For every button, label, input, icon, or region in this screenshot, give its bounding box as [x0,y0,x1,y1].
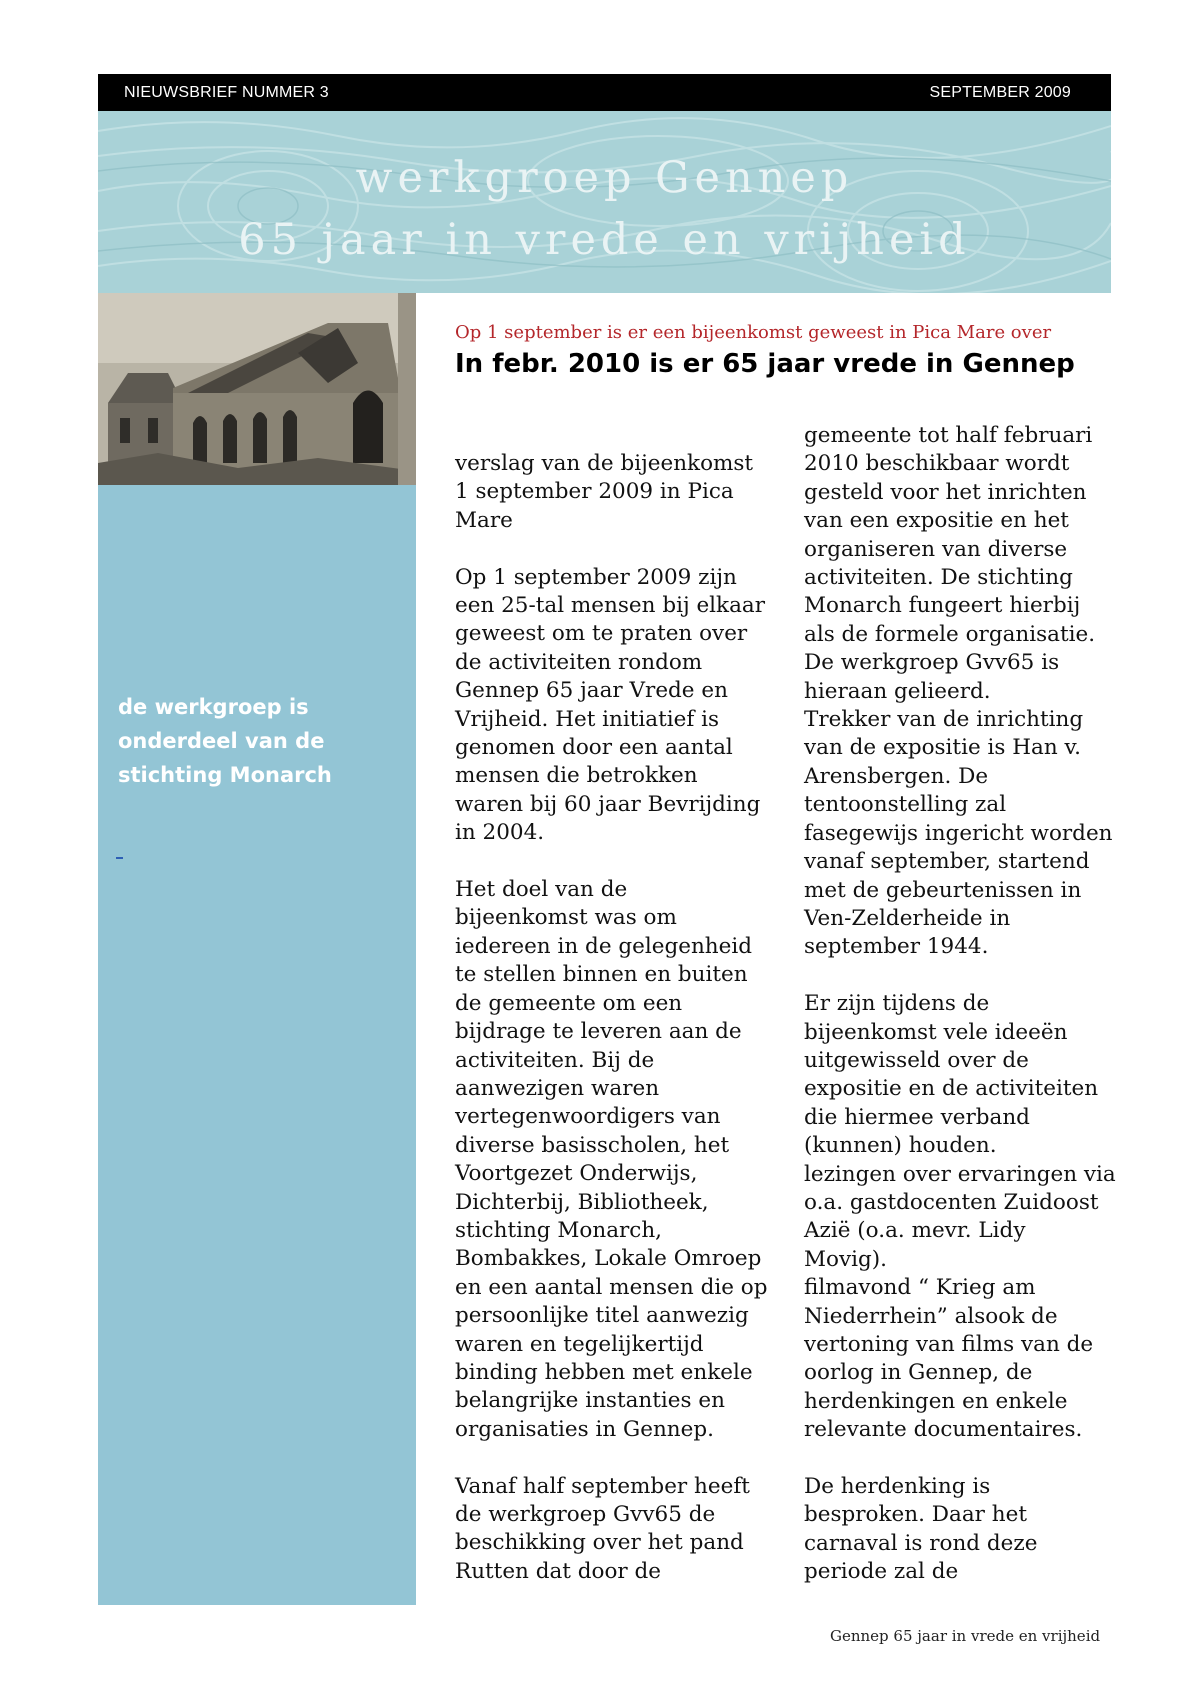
article-line: september 1944. [804,934,989,960]
article-line: carnaval is rond deze [804,1530,1038,1556]
article-line: herdenkingen en enkele [804,1388,1068,1414]
paragraph-gap [455,848,770,876]
article-line: vanaf september, startend [804,849,1090,875]
article-line: diverse basisscholen, het [455,1132,730,1158]
article-line: Arensbergen. De [804,763,989,789]
article-line: Het doel van de [455,877,628,903]
article-line: lezingen over ervaringen via [804,1161,1116,1187]
article-line: oorlog in Gennep, de [804,1360,1033,1386]
article-line: Op 1 september 2009 zijn [455,564,737,590]
link-underline[interactable] [116,857,123,859]
article-column-2 [804,422,1119,1587]
sidebar-line: stichting Monarch [118,763,332,787]
article-line: aanwezigen waren [455,1075,660,1101]
article-line: de activiteiten rondom [455,649,703,675]
paragraph-gap [455,1444,770,1472]
article-line: o.a. gastdocenten Zuidoost [804,1189,1099,1215]
article-line: waren bij 60 jaar Bevrijding [455,791,761,817]
banner-title: werkgroep Gennep [355,153,854,203]
article-line: Vrijheid. Het initiatief is [455,706,720,732]
article-line: met de gebeurtenissen in [804,877,1082,903]
article-line: Gennep 65 jaar Vrede en [455,678,728,704]
article-line: Azië (o.a. mevr. Lidy [804,1218,1026,1244]
paragraph-gap [804,1445,1119,1473]
article-line: iedereen in de gelegenheid [455,933,753,959]
article-line: activiteiten. De stichting [804,565,1073,591]
article-line: 1 september 2009 in Pica [455,479,734,505]
article-line: beschikking over het pand [455,1530,744,1556]
article-headline: In febr. 2010 is er 65 jaar vrede in Gennep [455,349,1075,379]
article-line: Rutten dat door de [455,1558,662,1584]
article-line: stichting Monarch, [455,1217,663,1243]
article-line: Vanaf half september heeft [455,1473,750,1499]
article-line: en een aantal mensen die op [455,1274,768,1300]
article-line: bijeenkomst was om [455,905,677,931]
article-line: hieraan gelieerd. [804,678,991,704]
article-line: expositie en de activiteiten [804,1076,1099,1102]
article-line: mensen die betrokken [455,763,698,789]
article-line: vertoning van films van de [804,1331,1094,1357]
article-line: besproken. Daar het [804,1502,1027,1528]
banner-subtitle: 65 jaar in vrede en vrijheid [238,215,971,265]
article-line: persoonlijke titel aanwezig [455,1303,749,1329]
article-line: de werkgroep Gvv65 de [455,1501,716,1527]
article-line: Monarch fungeert hierbij [804,593,1081,619]
article-line: belangrijke instanties en [455,1388,725,1414]
article-line: filmavond “ Krieg am [804,1275,1036,1301]
article-line: binding hebben met enkele [455,1359,753,1385]
article-line: Er zijn tijdens de [804,991,990,1017]
article-line: geweest om te praten over [455,621,748,647]
article-line: Mare [455,507,513,533]
article-column-1 [455,450,770,1586]
article-line: fasegewijs ingericht worden [804,820,1113,846]
article-line: De werkgroep Gvv65 is [804,650,1060,676]
article-line: gesteld voor het inrichten [804,479,1087,505]
sidebar-note [118,690,408,792]
article-line: van de expositie is Han v. [804,735,1081,761]
sidebar-panel [98,485,416,1605]
article-line: Movig). [804,1246,887,1272]
article-line: organiseren van diverse [804,536,1068,562]
article-line: in 2004. [455,820,545,846]
article-line: gemeente tot half februari [804,423,1093,448]
article-line: vertegenwoordigers van [455,1104,721,1130]
article-line: een 25-tal mensen bij elkaar [455,593,765,619]
article-line: relevante documentaires. [804,1417,1083,1443]
article-line: organisaties in Gennep. [455,1416,714,1442]
article-kicker: Op 1 september is er een bijeenkomst geweest in Pica Mare over [455,322,1052,343]
sidebar-line: onderdeel van de [118,729,325,753]
article-line: als de formele organisatie. [804,621,1096,647]
article-line: waren en tegelijkertijd [455,1331,704,1357]
article-line: genomen door een aantal [455,735,733,761]
header-bar [98,74,1111,111]
article-line: tentoonstelling zal [804,792,1007,818]
article-line: Ven-Zelderheide in [804,905,1011,931]
newsletter-number: NIEUWSBRIEF NUMMER 3 [124,83,329,101]
article-line: te stellen binnen en buiten [455,962,748,988]
page-footer: Gennep 65 jaar in vrede en vrijheid [830,1627,1101,1645]
article-line: Dichterbij, Bibliotheek, [455,1189,709,1215]
article-line: van een expositie en het [804,508,1069,534]
article-line: verslag van de bijeenkomst [455,451,754,476]
article-line: (kunnen) houden. [804,1133,997,1159]
newsletter-date: SEPTEMBER 2009 [929,83,1071,101]
article-line: De herdenking is [804,1474,991,1499]
paragraph-gap [804,962,1119,990]
article-line: uitgewisseld over de [804,1047,1029,1073]
article-line: die hiermee verband [804,1104,1030,1130]
paragraph-gap [455,535,770,563]
article-line: de gemeente om een [455,990,683,1016]
article-line: activiteiten. Bij de [455,1047,655,1073]
article-line: Bombakkes, Lokale Omroep [455,1246,762,1272]
sidebar-line: de werkgroep is [118,695,309,719]
ruined-church-photo [98,293,416,485]
article-line: Niederrhein” alsook de [804,1303,1058,1329]
article-line: periode zal de [804,1559,959,1585]
article-line: bijdrage te leveren aan de [455,1019,742,1045]
title-banner [98,111,1111,293]
article-line: bijeenkomst vele ideeën [804,1019,1068,1045]
article-line: Voortgezet Onderwijs, [455,1161,698,1187]
article-line: 2010 beschikbaar wordt [804,451,1070,477]
article-line: Trekker van de inrichting [804,707,1084,733]
